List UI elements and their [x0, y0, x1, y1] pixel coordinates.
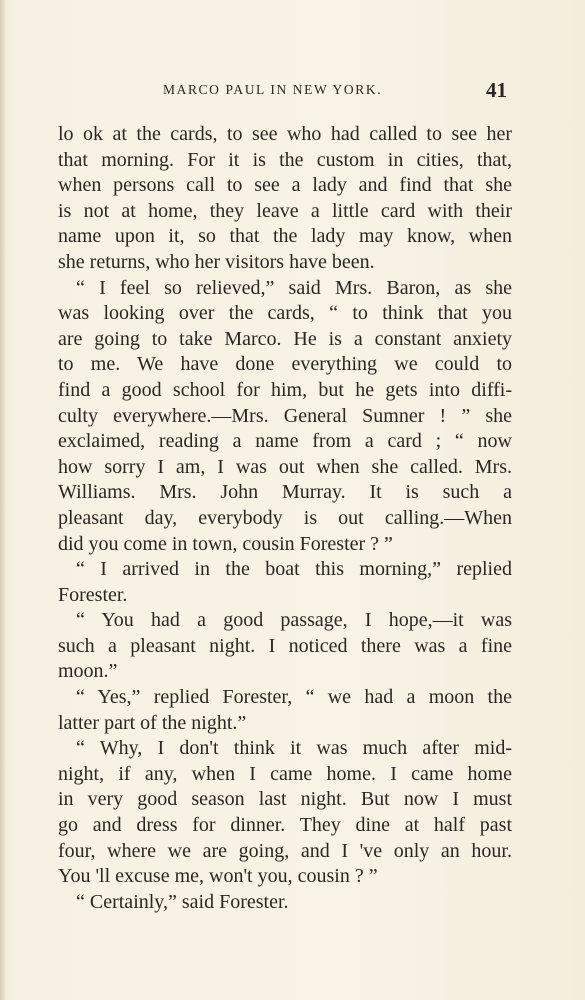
text-line: such a pleasant night. I noticed there was a fine — [58, 634, 512, 657]
text-line: four, where we are going, and I 've only an hour. — [58, 839, 512, 862]
text-line: did you come in town, cousin Forester ? ” — [58, 532, 393, 555]
text-line: in very good season last night. But now I must — [58, 788, 512, 811]
running-title: MARCO PAUL IN NEW YORK. — [163, 82, 383, 97]
body-text — [58, 122, 512, 915]
text-line: “ I feel so relieved,” said Mrs. Baron, as she — [76, 276, 512, 299]
text-line: You 'll excuse me, won't you, cousin ? ” — [58, 865, 378, 888]
text-line: “ Yes,” replied Forester, “ we had a moon the — [76, 686, 512, 709]
text-line: are going to take Marco. He is a constant anxiety — [58, 327, 512, 350]
text-line: “ I arrived in the boat this morning,” replied — [76, 558, 512, 581]
text-line: lo ok at the cards, to see who had called to see her — [58, 123, 512, 145]
text-line: “ You had a good passage, I hope,—it was — [76, 609, 512, 632]
text-line: was looking over the cards, “ to think that you — [58, 302, 512, 325]
text-line: that morning. For it is the custom in cities, that, — [58, 148, 512, 171]
text-line: pleasant day, everybody is out calling.—When — [58, 506, 512, 529]
text-line: find a good school for him, but he gets into diffi- — [58, 378, 512, 401]
text-line: she returns, who her visitors have been. — [58, 250, 375, 273]
text-line: to me. We have done everything we could to — [58, 353, 512, 376]
text-line: night, if any, when I came home. I came home — [58, 762, 512, 785]
text-line: culty everywhere.—Mrs. General Sumner ! ” she — [58, 404, 512, 427]
text-line: moon.” — [58, 660, 118, 683]
text-line: “ Certainly,” said Forester. — [76, 890, 289, 913]
text-line: when persons call to see a lady and find that she — [58, 174, 512, 197]
text-line: latter part of the night.” — [58, 711, 247, 734]
text-line: exclaimed, reading a name from a card ; “ now — [58, 430, 512, 453]
text-line: Forester. — [58, 583, 128, 606]
text-line: name upon it, so that the lady may know, when — [58, 225, 512, 248]
text-line: how sorry I am, I was out when she called. Mrs. — [58, 455, 512, 478]
text-line: go and dress for dinner. They dine at half past — [58, 814, 512, 837]
text-line: “ Why, I don't think it was much after mid- — [76, 737, 512, 760]
page-number: 41 — [486, 78, 507, 102]
text-line: Williams. Mrs. John Murray. It is such a — [58, 481, 512, 504]
text-line: is not at home, they leave a little card with their — [58, 199, 512, 222]
